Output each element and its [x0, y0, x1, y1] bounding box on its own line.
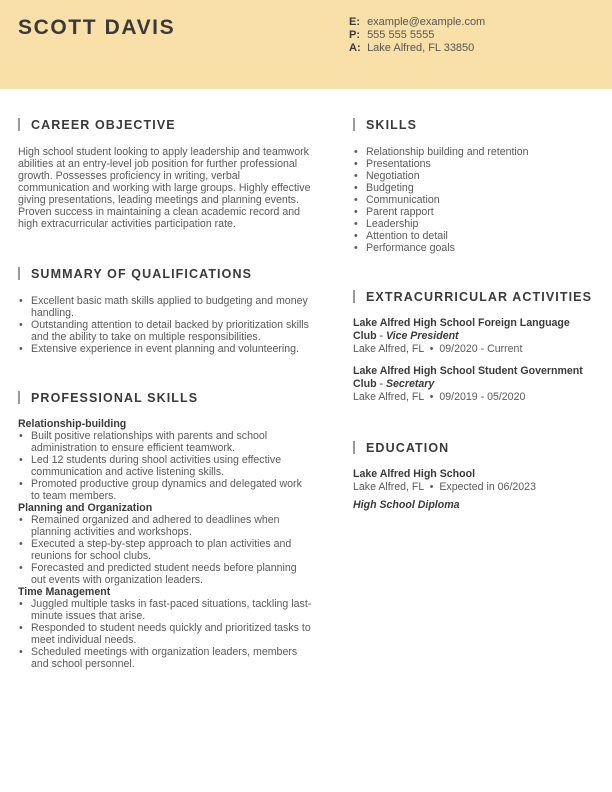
skill-group-heading: Planning and Organization — [18, 502, 153, 514]
list-item: • Led 12 students during shool activities using effective communication and active listening skills. — [19, 454, 282, 478]
email-value: example@example.com — [367, 16, 486, 28]
list-item: • Presentations — [354, 158, 431, 170]
contact-block — [349, 16, 485, 55]
list-item: • Performance goals — [354, 242, 455, 254]
left-column — [18, 117, 313, 670]
professional-skills-heading: PROFESSIONAL SKILLS — [18, 390, 313, 406]
list-item: • Scheduled meetings with organization leaders, members and school personnel. — [19, 646, 298, 670]
activity-title: Lake Alfred High School Foreign Language Club - Vice President — [353, 317, 570, 342]
list-item: • Responded to student needs quickly and prioritized tasks to meet individual needs. — [19, 622, 311, 646]
list-item: • Promoted productive group dynamics and delegated work to team members. — [19, 478, 302, 502]
skill-group-heading: Time Management — [18, 586, 111, 598]
list-item: • Communication — [354, 194, 440, 206]
list-item: • Juggled multiple tasks in fast-paced situations, tackling last-minute issues that arise. — [19, 598, 312, 622]
summary-list — [18, 295, 313, 355]
list-item: • Relationship building and retention — [354, 146, 529, 158]
contact-email-row — [349, 16, 485, 29]
list-item: • Negotiation — [354, 170, 420, 182]
list-item: • Leadership — [354, 218, 419, 230]
header-band — [0, 0, 612, 89]
skill-group-list — [18, 430, 313, 502]
list-item: • Extensive experience in event planning and volunteering. — [19, 343, 299, 355]
extracurricular-entry — [353, 317, 593, 356]
heading-accent-bar — [18, 267, 20, 280]
activity-meta: Lake Alfred, FL • 09/2020 - Current — [353, 343, 523, 355]
contact-phone-row — [349, 29, 485, 42]
candidate-name: SCOTT DAVIS — [18, 16, 176, 39]
career-objective-heading: CAREER OBJECTIVE — [18, 117, 313, 133]
heading-accent-bar — [353, 290, 355, 303]
phone-value: 555 555 5555 — [367, 29, 435, 41]
heading-accent-bar — [18, 118, 20, 131]
skill-group-list — [18, 514, 313, 586]
summary-heading: SUMMARY OF QUALIFICATIONS — [18, 266, 313, 282]
extracurricular-entry — [353, 365, 593, 404]
heading-accent-bar — [18, 391, 20, 404]
skill-group-heading: Relationship-building — [18, 418, 127, 430]
list-item: • Parent rapport — [354, 206, 434, 218]
list-item: • Budgeting — [354, 182, 414, 194]
activity-title: Lake Alfred High School Student Government Club - Secretary — [353, 365, 583, 390]
skills-list — [353, 146, 593, 254]
list-item: • Executed a step-by-step approach to plan activities and reunions for school clubs. — [19, 538, 292, 562]
address-value: Lake Alfred, FL 33850 — [367, 42, 475, 54]
school-name: Lake Alfred High School — [353, 468, 476, 480]
degree-name: High School Diploma — [353, 499, 460, 511]
extracurricular-heading: EXTRACURRICULAR ACTIVITIES — [353, 289, 593, 305]
list-item: • Built positive relationships with parents and school administration to ensure efficient teamwork. — [19, 430, 268, 454]
list-item: • Excellent basic math skills applied to budgeting and money handling. — [19, 295, 308, 319]
education-entry — [353, 468, 593, 512]
heading-accent-bar — [353, 118, 355, 131]
list-item: • Remained organized and adhered to deadlines when planning activities and workshops. — [19, 514, 280, 538]
education-heading: EDUCATION — [353, 440, 593, 456]
email-label: E: — [349, 16, 360, 28]
list-item: • Attention to detail — [354, 230, 448, 242]
activity-meta: Lake Alfred, FL • 09/2019 - 05/2020 — [353, 391, 526, 403]
skill-group-list — [18, 598, 313, 670]
heading-accent-bar — [353, 441, 355, 454]
professional-skills-body — [18, 418, 313, 670]
skills-heading: SKILLS — [353, 117, 593, 133]
phone-label: P: — [349, 29, 360, 41]
address-label: A: — [349, 42, 361, 54]
career-objective-text: High school student looking to apply leadership and teamwork abilities at an entry-level job position for further professional growth. Possesses proficiency in writing, verbal communication and working with large groups. Highly effective giving presentations, leading meetings and planning events. Proven success in maintaining a clean academic record and high extracurricular activities participation rate. — [18, 146, 311, 230]
contact-address-row — [349, 42, 485, 55]
right-column — [353, 117, 593, 512]
school-meta: Lake Alfred, FL • Expected in 06/2023 — [353, 481, 536, 493]
list-item: • Forecasted and predicted student needs before planning out events with organization leaders. — [19, 562, 297, 586]
list-item: • Outstanding attention to detail backed by prioritization skills and the ability to take on multiple responsibilities. — [19, 319, 309, 343]
